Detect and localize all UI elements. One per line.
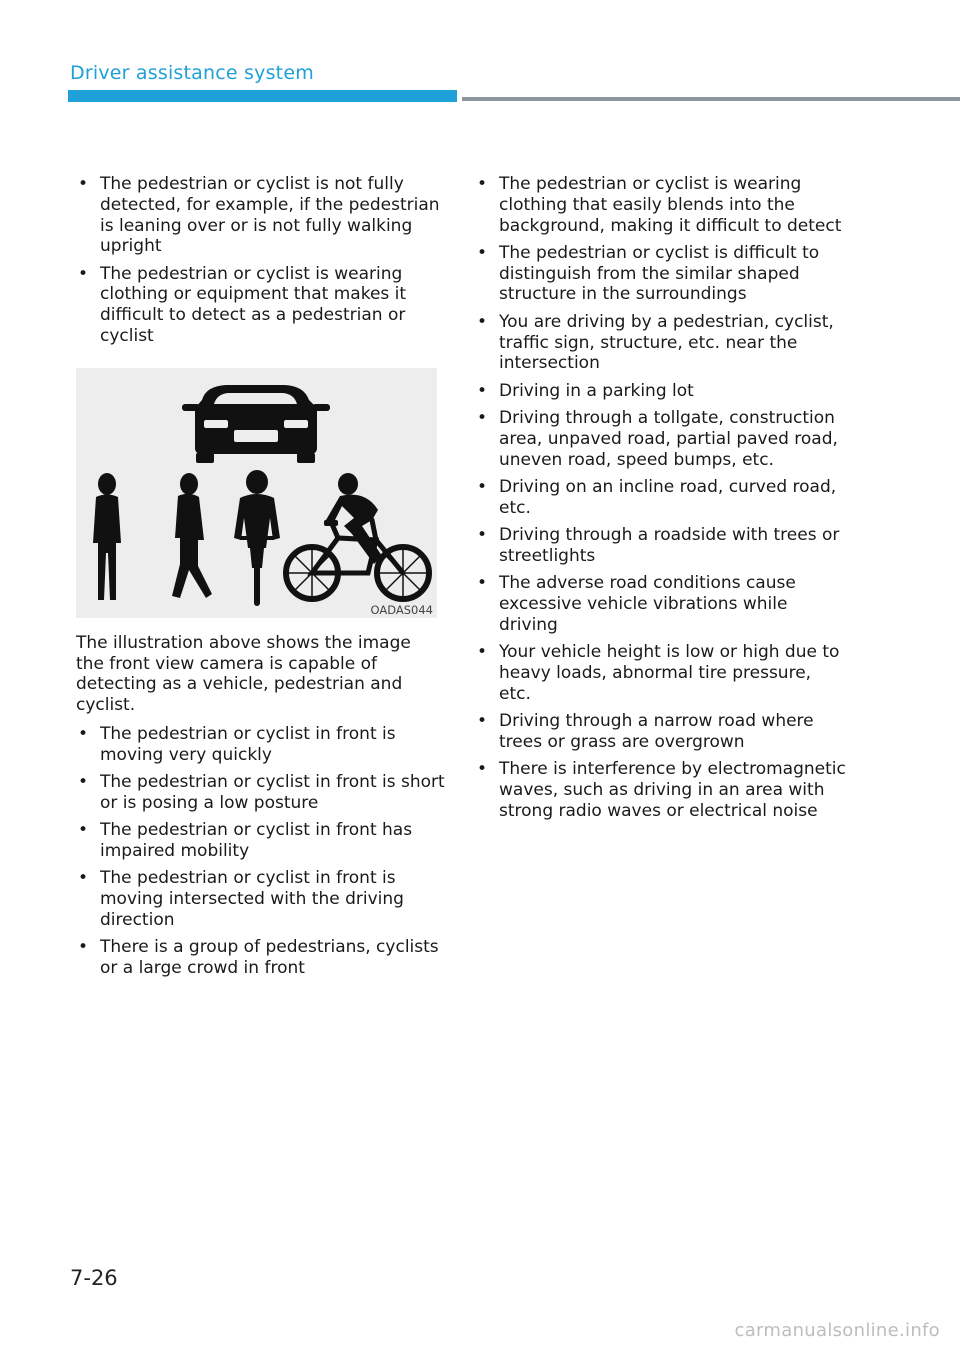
list-item xyxy=(76,868,448,930)
cyclist-side-icon xyxy=(286,473,429,599)
bullet-list-top xyxy=(76,174,448,347)
list-item xyxy=(475,642,847,704)
list-item-text: Driving through a roadside with trees or streetlights xyxy=(499,524,840,566)
list-item-text: Driving in a parking lot xyxy=(499,380,694,401)
list-item-text: Driving through a narrow road where trees or grass are overgrown xyxy=(499,710,814,752)
figure-code: OADAS044 xyxy=(370,602,433,617)
bullet-icon: • xyxy=(476,758,488,779)
list-item-text: There is interference by electromagnetic waves, such as driving in an area with strong radio waves or electrical noise xyxy=(499,758,846,821)
right-column xyxy=(475,174,847,828)
list-item xyxy=(475,381,847,402)
bullet-icon: • xyxy=(77,772,89,793)
bullet-icon: • xyxy=(476,476,488,497)
walking-pedestrian-icon xyxy=(172,473,212,598)
header-accent-bar xyxy=(68,90,457,102)
illustration-caption: The illustration above shows the image the front view camera is capable of detecting as a vehicle, pedestrian and cyclist. xyxy=(76,632,411,716)
list-item xyxy=(76,724,448,766)
bullet-list-bottom xyxy=(76,724,448,979)
standing-pedestrian-icon xyxy=(93,473,121,600)
bullet-icon: • xyxy=(77,868,89,889)
bullet-icon: • xyxy=(476,573,488,594)
list-item-text: The pedestrian or cyclist is wearing clothing that easily blends into the background, making it difficult to detect xyxy=(499,174,842,236)
list-item-text: The pedestrian or cyclist is not fully detected, for example, if the pedestrian is leaning over or is not fully walking upright xyxy=(100,174,440,257)
bullet-icon: • xyxy=(77,937,89,958)
list-item xyxy=(475,477,847,519)
list-item-text: The pedestrian or cyclist is wearing clothing or equipment that makes it difficult to detect as a pedestrian or cyclist xyxy=(100,263,407,347)
page-number: 7-26 xyxy=(70,1266,118,1290)
list-item-text: The pedestrian or cyclist in front is moving intersected with the driving direction xyxy=(100,868,404,930)
bullet-list-right xyxy=(475,174,847,821)
list-item-text: Your vehicle height is low or high due to heavy loads, abnormal tire pressure, etc. xyxy=(499,641,840,704)
list-item xyxy=(76,772,448,814)
bullet-icon: • xyxy=(476,242,488,263)
list-item xyxy=(76,937,448,979)
cyclist-front-icon xyxy=(234,470,280,606)
list-item-text: Driving through a tollgate, construction area, unpaved road, partial paved road, uneven road, speed bumps, etc. xyxy=(499,407,838,470)
bullet-icon: • xyxy=(77,263,89,284)
list-item xyxy=(475,759,847,821)
bullet-icon: • xyxy=(476,311,488,332)
bullet-icon: • xyxy=(476,380,488,401)
illustration-graphic xyxy=(76,368,437,618)
bullet-icon: • xyxy=(476,524,488,545)
watermark: carmanualsonline.info xyxy=(734,1320,940,1341)
bullet-icon: • xyxy=(476,641,488,662)
list-item-text: There is a group of pedestrians, cyclists or a large crowd in front xyxy=(100,937,439,979)
list-item xyxy=(76,820,448,862)
list-item xyxy=(475,711,847,753)
list-item xyxy=(475,573,847,635)
list-item xyxy=(475,312,847,374)
bullet-icon: • xyxy=(77,174,89,194)
detection-illustration xyxy=(76,368,437,618)
list-item-text: The adverse road conditions cause excessive vehicle vibrations while driving xyxy=(499,573,796,635)
car-icon xyxy=(182,385,330,463)
list-item xyxy=(76,264,448,347)
bullet-icon: • xyxy=(476,174,488,194)
list-item-text: You are driving by a pedestrian, cyclist, traffic sign, structure, etc. near the intersection xyxy=(499,311,834,374)
section-title: Driver assistance system xyxy=(70,62,314,84)
list-item xyxy=(76,174,448,257)
bullet-icon: • xyxy=(77,820,89,841)
list-item-text: The pedestrian or cyclist in front is moving very quickly xyxy=(100,724,396,765)
list-item-text: The pedestrian or cyclist is difficult to distinguish from the similar shaped structure in the surroundings xyxy=(499,242,820,305)
list-item-text: Driving on an incline road, curved road, etc. xyxy=(499,476,837,518)
header-divider xyxy=(462,97,960,101)
list-item xyxy=(475,408,847,470)
list-item-text: The pedestrian or cyclist in front has impaired mobility xyxy=(100,820,413,862)
list-item-text: The pedestrian or cyclist in front is short or is posing a low posture xyxy=(100,772,445,813)
list-item xyxy=(475,243,847,305)
bullet-icon: • xyxy=(476,710,488,731)
list-item xyxy=(475,525,847,567)
list-item xyxy=(475,174,847,236)
bullet-icon: • xyxy=(476,407,488,428)
left-column xyxy=(76,174,448,985)
bullet-icon: • xyxy=(77,724,89,745)
